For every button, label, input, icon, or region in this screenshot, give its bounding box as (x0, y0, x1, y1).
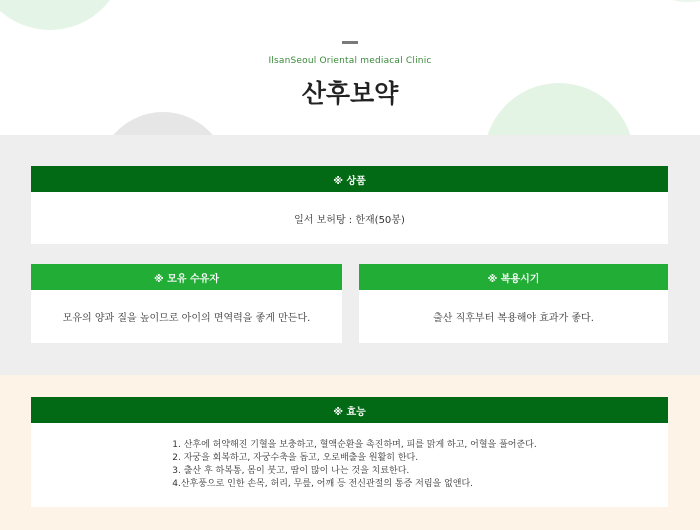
page-title: 산후보약 (301, 79, 399, 108)
decorative-circle (0, 0, 125, 30)
decorative-circle (98, 112, 228, 135)
effect-heading: ※ 효능 (31, 397, 668, 423)
product-card (31, 166, 668, 244)
decorative-circle (628, 0, 700, 2)
target-heading: ※ 모유 수유자 (31, 264, 342, 290)
timing-heading: ※ 복용시기 (359, 264, 668, 290)
timing-text: 출산 직후부터 복용해야 효과가 좋다. (433, 313, 594, 324)
hero-header (0, 0, 700, 135)
target-card (31, 264, 342, 343)
clinic-subtitle: IlsanSeoul Oriental mediacal Clinic (268, 56, 432, 66)
effect-item: 3. 출산 후 하복통, 몸이 붓고, 땀이 많이 나는 것을 치료한다. (172, 466, 410, 476)
title-divider (342, 41, 358, 44)
effect-body (31, 423, 668, 507)
effect-item: 2. 자궁을 회복하고, 자궁수축을 돕고, 오로배출을 원활히 한다. (172, 453, 419, 463)
effect-item: 4.산후풍으로 인한 손목, 허리, 무릎, 어깨 등 전신관절의 통증 저림을 없앤다. (172, 479, 474, 489)
effect-item: 1. 산후에 허약해진 기혈을 보충하고, 혈액순환을 촉진하며, 피를 맑게 하고, 어혈을 풀어준다. (172, 440, 537, 450)
effect-list (162, 439, 537, 491)
product-text: 일서 보허탕 : 한재(50봉) (294, 214, 405, 226)
product-heading: ※ 상품 (31, 166, 668, 192)
effect-card (31, 397, 668, 507)
timing-card (359, 264, 668, 343)
target-text: 모유의 양과 질을 높이므로 아이의 면역력을 좋게 만든다. (62, 313, 311, 324)
